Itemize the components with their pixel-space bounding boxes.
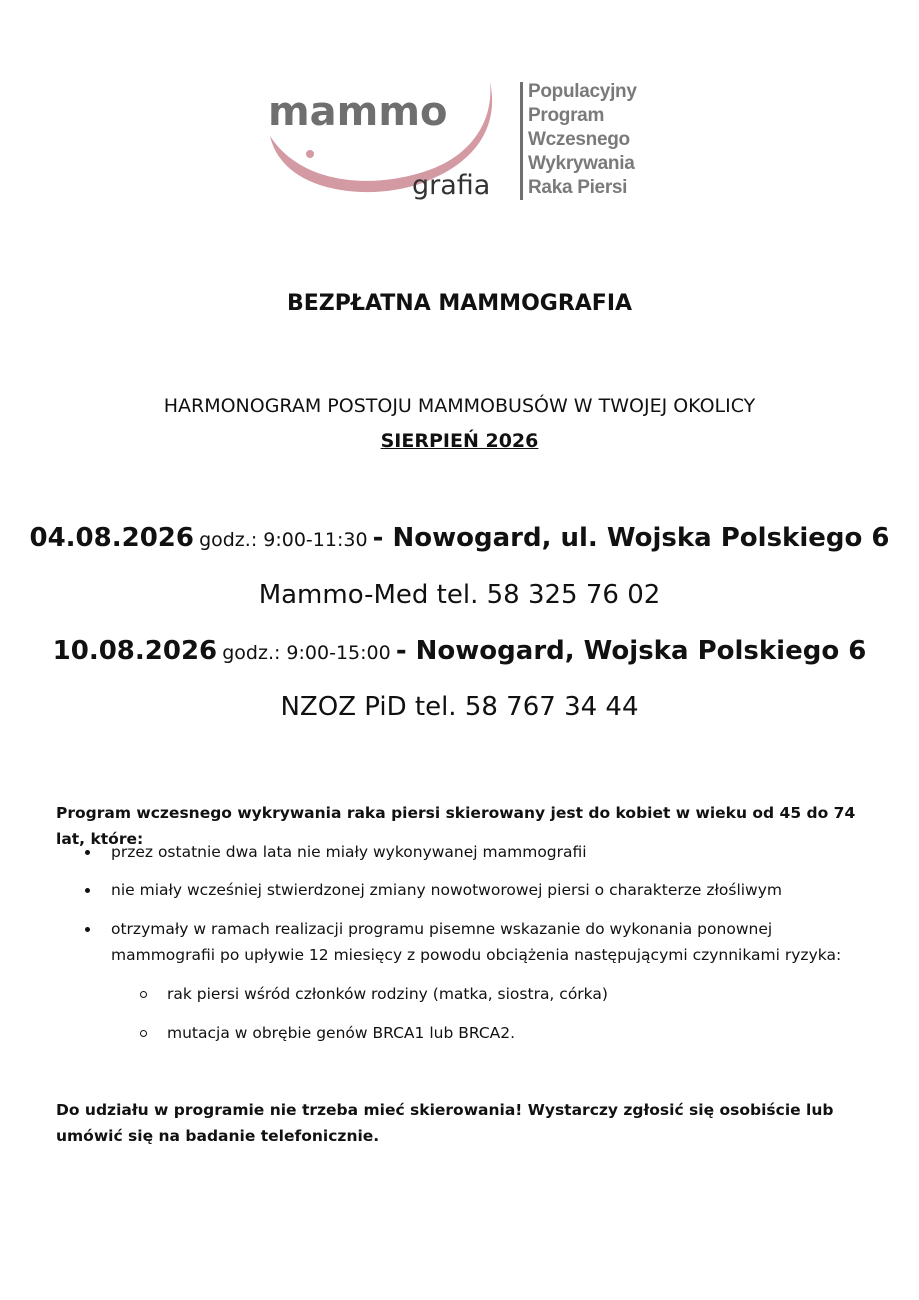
logo-divider [520,82,523,200]
logo-word-mammo: mammo [268,89,448,135]
entry-provider: Mammo-Med tel. 58 325 76 02 [258,580,661,610]
entry-location: Nowogard, ul. Wojska Polskiego 6 [392,523,890,553]
program-logo [264,78,654,208]
footer-note: Do udziału w programie nie trzeba mieć skierowania! Wystarczy zgłosić się osobiście lub umówić się na badanie telefonicznie. [56,1101,834,1145]
logo-tagline [528,80,637,200]
risk-factor-text: mutacja w obrębie genów BRCA1 lub BRCA2. [167,1024,516,1042]
bullet-icon [85,927,90,932]
entry-provider: NZOZ PiD tel. 58 767 34 44 [280,692,639,722]
criteria-item [111,916,871,968]
criteria-text: otrzymały w ramach realizacji programu pisemne wskazanie do wykonania ponownej mammografii po upływie 12 miesięcy z powodu obciążenia następującymi czynnikami ryzyka: [111,920,842,964]
entry-separator: - [395,636,416,666]
logo-tagline-line: Wykrywania [528,153,635,174]
schedule-subtitle: HARMONOGRAM POSTOJU MAMMOBUSÓW W TWOJEJ OKOLICY [163,395,756,417]
logo-tagline-line: Populacyjny [528,81,637,102]
entry-hours: godz.: 9:00-11:30 [199,529,368,551]
bullet-icon [85,888,90,893]
circle-bullet-icon [140,991,147,998]
entry-hours: godz.: 9:00-15:00 [222,642,391,664]
criteria-text: przez ostatnie dwa lata nie miały wykonywanej mammografii [111,843,587,861]
logo-tagline-line: Raka Piersi [528,177,628,198]
circle-bullet-icon [140,1030,147,1037]
criteria-text: nie miały wcześniej stwierdzonej zmiany nowotworowej piersi o charakterze złośliwym [111,881,783,899]
logo-tagline-line: Wczesnego [528,129,630,150]
entry-date: 10.08.2026 [52,636,218,666]
risk-factor-text: rak piersi wśród członków rodziny (matka, siostra, córka) [167,985,608,1003]
schedule-entry [0,523,919,553]
criteria-item [111,877,871,903]
logo-tagline-line: Program [528,105,605,126]
entry-date: 04.08.2026 [29,523,194,553]
page-title: BEZPŁATNA MAMMOGRAFIA [286,291,633,316]
risk-factor-item [167,1020,867,1046]
schedule-entry [0,636,919,666]
schedule-month: SIERPIEŃ 2026 [380,430,539,452]
bullet-icon [85,850,90,855]
entry-location: Nowogard, Wojska Polskiego 6 [415,636,867,666]
risk-factor-item [167,981,867,1007]
logo-word-grafia: grafia [412,170,491,201]
criteria-item [111,839,871,865]
eligibility-intro: Program wczesnego wykrywania raka piersi skierowany jest do kobiet w wieku od 45 do 74 lat, które: [56,804,856,848]
entry-separator: - [372,523,393,553]
